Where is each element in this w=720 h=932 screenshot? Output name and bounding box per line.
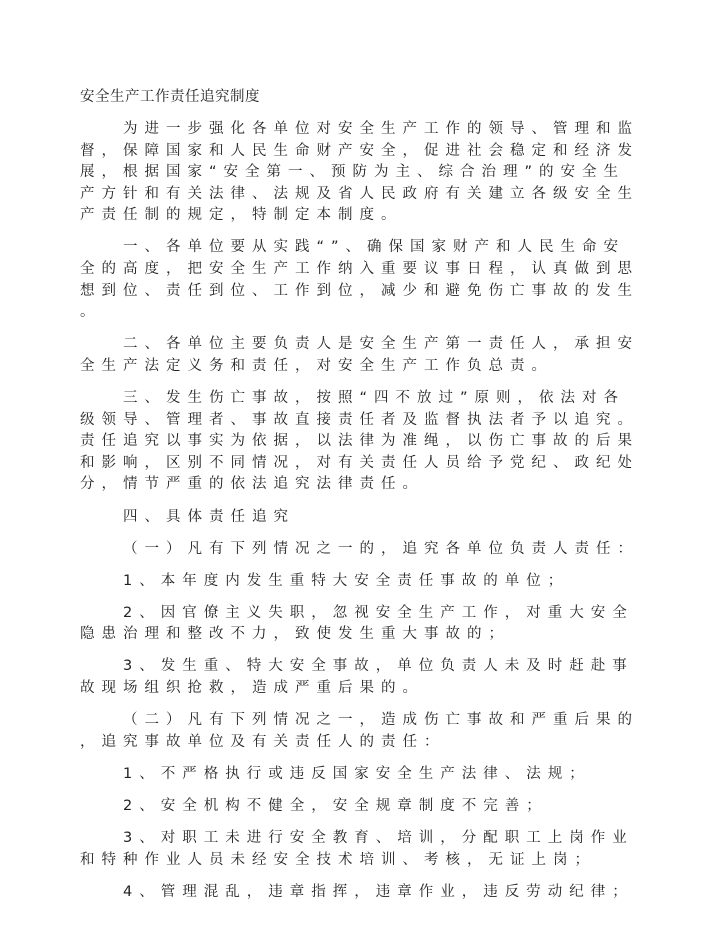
list-item: 3、对职工未进行安全教育、培训，分配职工上岗作业和特种作业人员未经安全技术培训、考核，无证上岗； — [80, 830, 634, 868]
list-item: 1、不严格执行或违反国家安全生产法律、法规； — [123, 765, 591, 782]
paragraph-2: 二、各单位主要负责人是安全生产第一责任人，承担安全生产法定义务和责任，对安全生产工作负总责。 — [80, 336, 639, 374]
paragraph-intro: 为进一步强化各单位对安全生产工作的领导、管理和监督，保障国家和人民生命财产安全，促进社会稳定和经济发展，根据国家“安全第一、预防为主、综合治理”的安全生产方针和有关法律、法规及省人民政府有关建立各级安全生产责任制的规定，特制定本制度。 — [80, 121, 639, 224]
subsection-1-heading: （一）凡有下列情况之一的，追究各单位负责人责任： — [123, 540, 639, 557]
paragraph-3: 三、发生伤亡事故，按照“四不放过”原则，依法对各级领导、管理者、事故直接责任者及监督执法者予以追究。责任追究以事实为依据，以法律为准绳，以伤亡事故的后果和影响，区别不同情况，对有关责任人员给予党纪、政纪处分，情节严重的依法追究法律责任。 — [80, 390, 639, 493]
document-title: 安全生产工作责任追究制度 — [80, 89, 260, 105]
subsection-2-heading: （二）凡有下列情况之一，造成伤亡事故和严重后果的，追究事故单位及有关责任人的责任： — [80, 712, 639, 750]
list-item: 4、管理混乱，违章指挥，违章作业，违反劳动纪律； — [123, 883, 634, 900]
list-item: 2、因官僚主义失职，忽视安全生产工作，对重大安全隐患治理和整改不力，致使发生重大事故的； — [80, 604, 634, 643]
paragraph-1: 一、各单位要从实践“”、确保国家财产和人民生命安全的高度，把安全生产工作纳入重要议事日程，认真做到思想到位、责任到位、工作到位，减少和避免伤亡事故的发生。 — [80, 239, 639, 321]
list-item: 1、本年度内发生重特大安全责任事故的单位； — [123, 572, 570, 589]
list-item: 2、安全机构不健全，安全规章制度不完善； — [123, 797, 548, 814]
list-item: 3、发生重、特大安全事故，单位负责人未及时赶赴事故现场组织抢救，造成严重后果的。 — [80, 658, 634, 697]
document-body — [80, 86, 642, 914]
section-heading-4: 四、具体责任追究 — [123, 508, 295, 525]
